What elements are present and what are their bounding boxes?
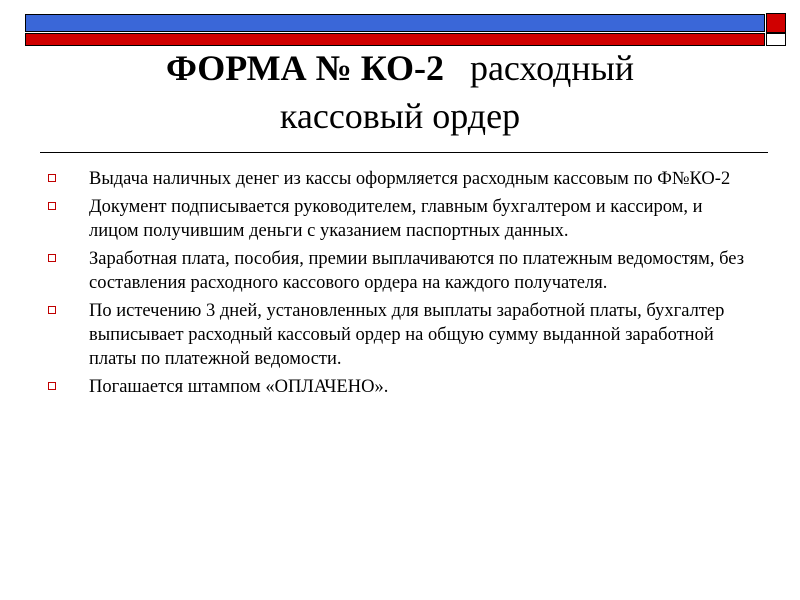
slide-title-line1: расходный <box>469 48 635 88</box>
hollow-square-bullet-icon <box>48 382 56 390</box>
slide-title-form-number: ФОРМА № КО-2 <box>165 48 444 88</box>
bullet-text: Заработная плата, пособия, премии выплачиваются по платежным ведомостям, без составления расходного кассового ордера на каждого получателя. <box>89 249 745 293</box>
list-item <box>48 247 748 295</box>
bullet-list <box>48 167 748 403</box>
decorative-white-square <box>766 33 786 46</box>
slide-title <box>60 44 740 140</box>
slide-title-line2: кассовый ордер <box>279 96 521 136</box>
hollow-square-bullet-icon <box>48 202 56 210</box>
hollow-square-bullet-icon <box>48 254 56 262</box>
bullet-text: По истечению 3 дней, установленных для выплаты заработной платы, бухгалтер выписывает расходный кассовый ордер на общую сумму выданной заработной платы по платежной ведомости. <box>89 301 725 369</box>
bullet-text: Документ подписывается руководителем, главным бухгалтером и кассиром, и лицом получившим деньги с указанием паспортных данных. <box>89 197 703 241</box>
hollow-square-bullet-icon <box>48 174 56 182</box>
list-item <box>48 195 748 243</box>
decorative-blue-bar <box>25 14 765 32</box>
list-item <box>48 167 748 191</box>
decorative-red-square <box>766 13 786 33</box>
bullet-text: Выдача наличных денег из кассы оформляется расходным кассовым по Ф№КО-2 <box>89 169 731 189</box>
list-item <box>48 299 748 371</box>
bullet-text: Погашается штампом «ОПЛАЧЕНО». <box>89 377 389 397</box>
list-item <box>48 375 748 399</box>
hollow-square-bullet-icon <box>48 306 56 314</box>
title-divider <box>40 152 768 153</box>
